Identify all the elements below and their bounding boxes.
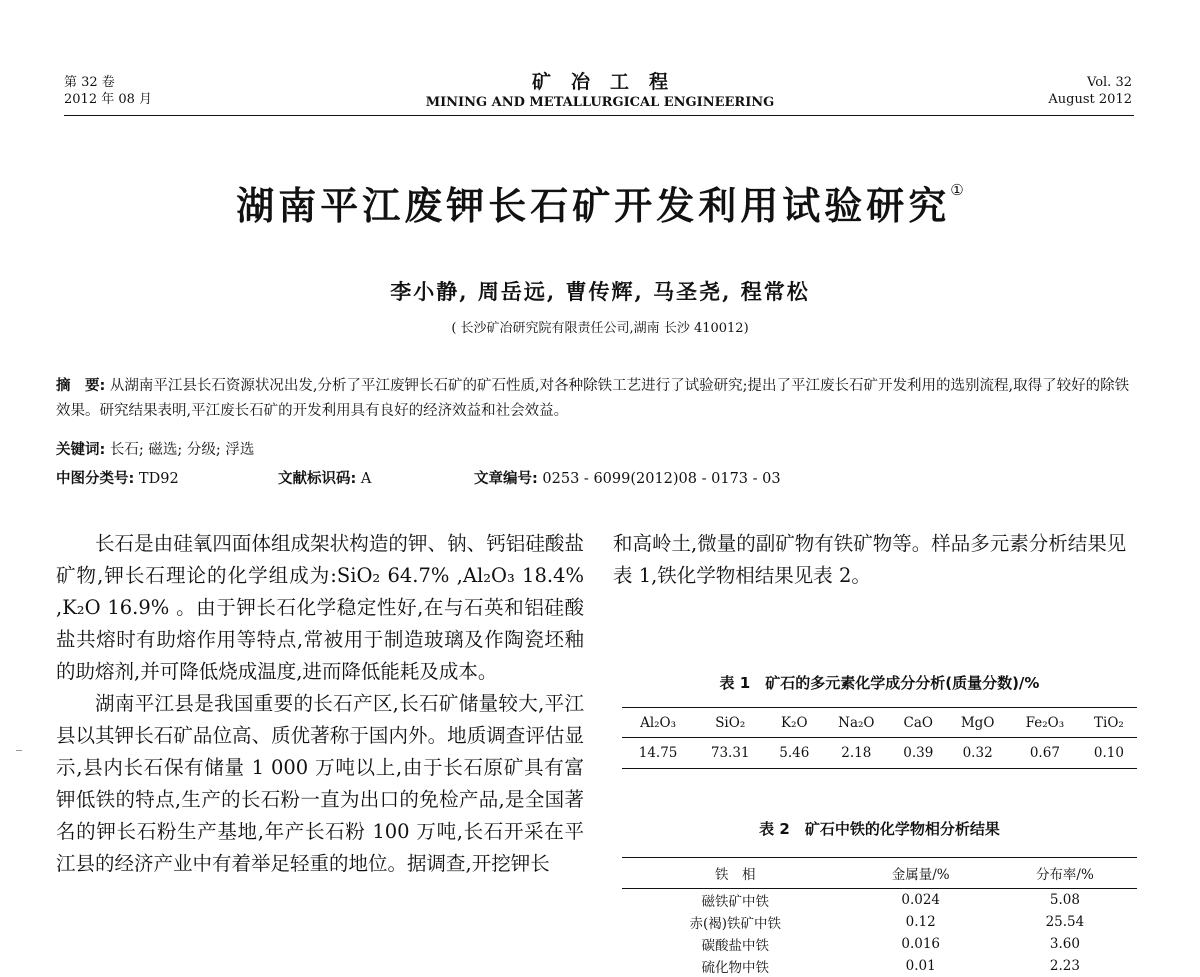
table-2-header-cell: 分布率/% xyxy=(993,858,1137,889)
body-paragraph-1: 长石是由硅氧四面体组成架状构造的钾、钠、钙铝硅酸盐矿物,钾长石理论的化学组成为:SiO₂ 64.7% ,Al₂O₃ 18.4% ,K₂O 16.9% 。由于钾长石化学稳定性好,在与石英和铝硅酸盐共熔时有助熔作用等特点,常被用于制造玻璃及作陶瓷坯釉的助熔剂,并可降低烧成温度,进而降低能耗及成本。 xyxy=(56,532,584,683)
table-1-header-cell: Fe₂O₃ xyxy=(1009,708,1081,738)
clc-label: 中图分类号: xyxy=(56,471,135,487)
body-left-column xyxy=(56,528,584,880)
table-2-cell: 磁铁矿中铁 xyxy=(701,894,770,910)
table-2-cell: 25.54 xyxy=(1045,914,1085,930)
article-title xyxy=(0,175,1200,230)
table-row xyxy=(622,955,1137,977)
date-en: August 2012 xyxy=(1048,92,1132,107)
body-right-column xyxy=(613,528,1141,592)
table-2-cell: 碳酸盐中铁 xyxy=(701,938,770,954)
date-cn: 2012 年 08 月 xyxy=(64,92,153,107)
table-2-cell: 0.024 xyxy=(901,892,941,908)
keywords-text: 长石; 磁选; 分级; 浮选 xyxy=(105,442,255,458)
table-row xyxy=(622,911,1137,933)
doc-code-value: A xyxy=(356,471,372,487)
header-volume-date-en xyxy=(1048,74,1132,108)
affiliation: ( 长沙矿冶研究院有限责任公司,湖南 长沙 410012) xyxy=(451,321,749,336)
table-1-header-cell: SiO₂ xyxy=(694,708,766,738)
abstract-text: 从湖南平江县长石资源状况出发,分析了平江废钾长石矿的矿石性质,对各种除铁工艺进行了试验研究;提出了平江废长石矿开发利用的选别流程,取得了较好的除铁效果。研究结果表明,平江废长石矿的开发利用具有良好的经济效益和社会效益。 xyxy=(56,378,1130,419)
table-1 xyxy=(622,672,1137,769)
table-1-value-cell: 14.75 xyxy=(622,738,694,769)
doc-code-label: 文献标识码: xyxy=(278,471,357,487)
table-1-header-cell: TiO₂ xyxy=(1081,708,1137,738)
title-text: 湖南平江废钾长石矿开发利用试验研究 xyxy=(236,184,951,228)
table-1-value-row xyxy=(622,738,1137,769)
table-1-header-cell: MgO xyxy=(946,708,1009,738)
journal-name-cn: 矿冶工程 xyxy=(531,71,688,93)
table-2-caption: 表 2 矿石中铁的化学物相分析结果 xyxy=(759,820,1000,838)
journal-name xyxy=(0,70,1200,111)
body-right-paragraph-1: 和高岭土,微量的副矿物有铁矿物等。样品多元素分析结果见表 1,铁化学物相结果见表 2。 xyxy=(613,532,1127,587)
table-1-value-cell: 73.31 xyxy=(694,738,766,769)
clc-value: TD92 xyxy=(134,471,179,487)
abstract xyxy=(56,374,1140,424)
article-no-label: 文章编号: xyxy=(474,471,538,487)
table-2-header-cell: 铁 相 xyxy=(622,858,849,889)
table-2-cell: 0.01 xyxy=(905,958,936,974)
classification-line xyxy=(56,467,781,488)
table-1-header-cell: Al₂O₃ xyxy=(622,708,694,738)
article-no-item xyxy=(474,467,781,488)
table-2 xyxy=(622,818,1137,977)
table-2-cell: 硫化物中铁 xyxy=(701,960,770,976)
table-1-caption: 表 1 矿石的多元素化学成分分析(质量分数)/% xyxy=(719,674,1040,692)
table-2-cell: 0.016 xyxy=(901,936,941,952)
table-1-value-cell: 0.67 xyxy=(1009,738,1081,769)
journal-name-en: MINING AND METALLURGICAL ENGINEERING xyxy=(425,95,775,110)
clc-item xyxy=(56,467,278,488)
table-2-cell: 2.23 xyxy=(1049,958,1080,974)
table-1-header-row xyxy=(622,708,1137,738)
table-1-grid xyxy=(622,707,1137,769)
article-no-value: 0253 - 6099(2012)08 - 0173 - 03 xyxy=(537,471,781,487)
table-1-value-cell: 0.39 xyxy=(890,738,946,769)
keywords-label: 关键词: xyxy=(56,442,106,458)
table-1-header-cell: CaO xyxy=(890,708,946,738)
margin-tick xyxy=(16,750,22,751)
table-2-header-row xyxy=(622,858,1137,889)
table-1-value-cell: 0.10 xyxy=(1081,738,1137,769)
volume-en: Vol. 32 xyxy=(1087,75,1132,90)
title-footnote-mark: ① xyxy=(950,181,964,199)
table-row xyxy=(622,889,1137,912)
body-paragraph-2: 湖南平江县是我国重要的长石产区,长石矿储量较大,平江县以其钾长石矿品位高、质优著称于国内外。地质调查评估显示,县内长石保有储量 1 000 万吨以上,由于长石原矿具有富钾低铁的特点,生产的长石粉一直为出口的免检产品,是全国著名的钾长石粉生产基地,年产长石粉 100 万吨,长石开采在平江县的经济产业中有着举足轻重的地位。据调查,开挖钾长 xyxy=(56,692,584,875)
table-1-value-cell: 2.18 xyxy=(822,738,890,769)
keywords xyxy=(56,438,254,459)
abstract-label: 摘 要: xyxy=(56,378,106,394)
table-1-header-cell: K₂O xyxy=(766,708,822,738)
table-2-grid xyxy=(622,857,1137,977)
table-1-value-cell: 0.32 xyxy=(946,738,1009,769)
authors: 李小静, 周岳远, 曹传辉, 马圣尧, 程常松 xyxy=(390,279,810,304)
table-2-cell: 3.60 xyxy=(1049,936,1080,952)
table-1-value-cell: 5.46 xyxy=(766,738,822,769)
doc-code-item xyxy=(278,467,474,488)
table-2-cell: 0.12 xyxy=(905,914,936,930)
table-1-header-cell: Na₂O xyxy=(822,708,890,738)
volume-cn: 第 32 卷 xyxy=(64,75,115,90)
table-2-cell: 5.08 xyxy=(1049,892,1080,908)
header-rule xyxy=(64,115,1134,116)
table-2-header-cell: 金属量/% xyxy=(849,858,993,889)
table-2-cell: 赤(褐)铁矿中铁 xyxy=(689,916,782,932)
